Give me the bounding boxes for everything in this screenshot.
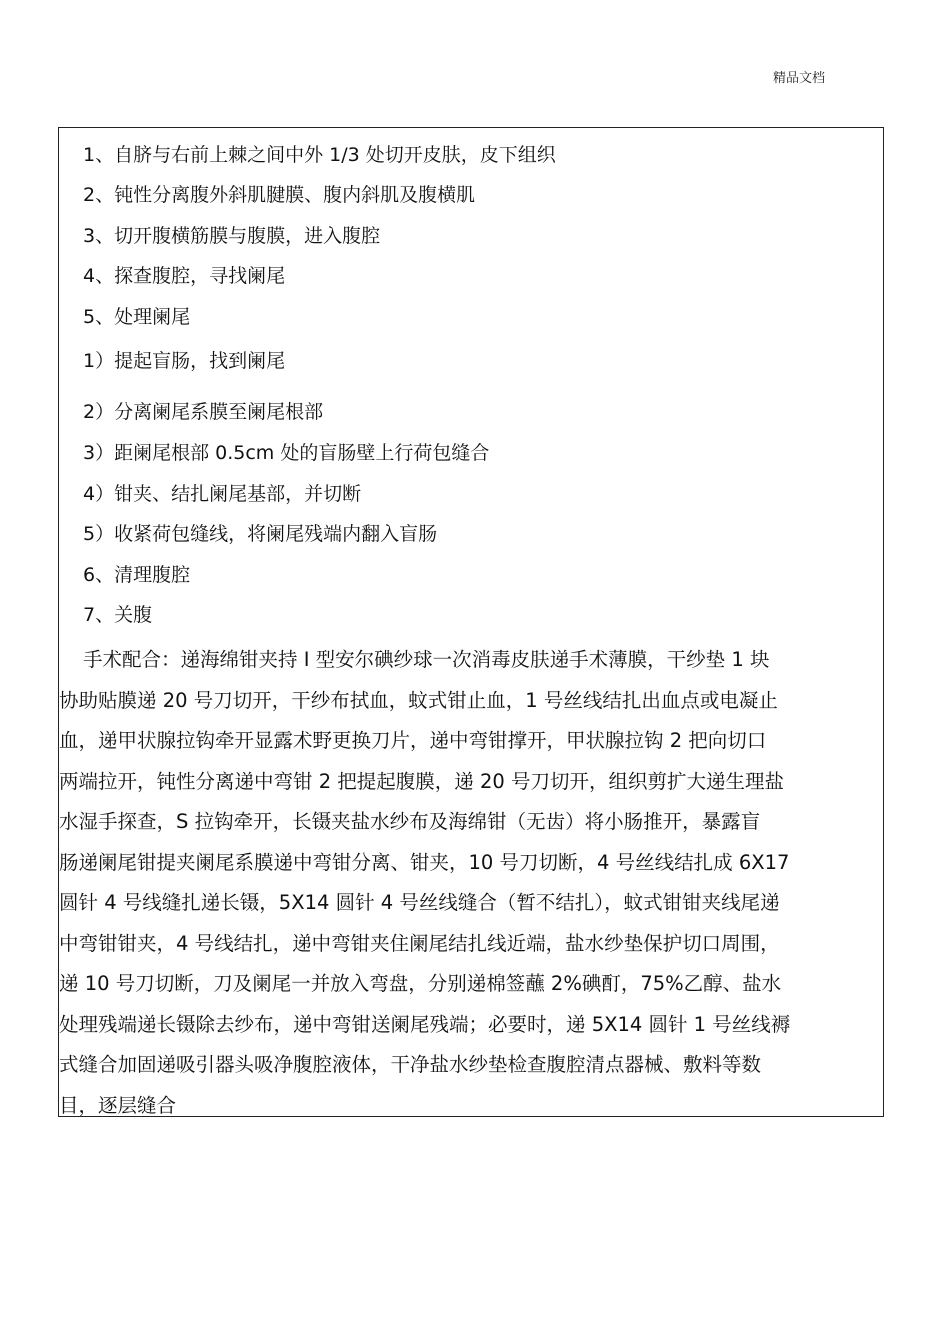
paragraph-line: 协助贴膜递 20 号刀切开，干纱布拭血，蚊式钳止血，1 号丝线结扎出血点或电凝止 bbox=[59, 688, 778, 712]
paragraph-line: 血，递甲状腺拉钩牵开显露术野更换刀片，递中弯钳撑开，甲状腺拉钩 2 把向切口 bbox=[59, 729, 767, 752]
surgical-cooperation-paragraph bbox=[59, 640, 885, 1126]
step-3: 3、切开腹横筋膜与腹膜，进入腹腔 bbox=[83, 225, 381, 247]
paragraph-line: 处理残端递长镊除去纱布，递中弯钳送阑尾残端；必要时，递 5X14 圆针 1 号丝线褥 bbox=[59, 1012, 791, 1036]
paragraph-line: 两端拉开，钝性分离递中弯钳 2 把提起腹膜，递 20 号刀切开，组织剪扩大递生理盐 bbox=[59, 769, 785, 793]
paragraph-line: 式缝合加固递吸引器头吸净腹腔液体，干净盐水纱垫检查腹腔清点器械、敷料等数 bbox=[59, 1053, 762, 1076]
paragraph-line: 递 10 号刀切断，刀及阑尾一并放入弯盘，分别递棉签蘸 2%碘酊，75%乙醇、盐水 bbox=[59, 972, 782, 995]
paragraph-line: 肠递阑尾钳提夹阑尾系膜递中弯钳分离、钳夹，10 号刀切断，4 号丝线结扎成 6X17 bbox=[59, 850, 790, 874]
step-1: 1、自脐与右前上棘之间中外 1/3 处切开皮肤，皮下组织 bbox=[83, 144, 556, 166]
watermark-text: 精品文档 bbox=[773, 71, 826, 86]
substep-2: 2）分离阑尾系膜至阑尾根部 bbox=[83, 401, 324, 423]
border-artifact bbox=[883, 333, 884, 385]
paragraph-line: 目，逐层缝合 bbox=[59, 1093, 177, 1117]
procedure-table-cell bbox=[58, 127, 884, 1117]
paragraph-line: 中弯钳钳夹，4 号线结扎，递中弯钳夹住阑尾结扎线近端，盐水纱垫保护切口周围， bbox=[59, 931, 780, 955]
paragraph-line: 水湿手探查，S 拉钩牵开，长镊夹盐水纱布及海绵钳（无齿）将小肠推开，暴露盲 bbox=[59, 810, 761, 833]
paragraph-line: 圆针 4 号线缝扎递长镊，5X14 圆针 4 号丝线缝合（暂不结扎），蚊式钳钳夹线尾递 bbox=[59, 891, 780, 914]
substep-5: 5）收紧荷包缝线，将阑尾残端内翻入盲肠 bbox=[83, 523, 438, 545]
step-2: 2、钝性分离腹外斜肌腱膜、腹内斜肌及腹横肌 bbox=[83, 184, 476, 206]
substep-3: 3）距阑尾根部 0.5cm 处的盲肠壁上行荷包缝合 bbox=[83, 442, 490, 464]
step-4: 4、探查腹腔，寻找阑尾 bbox=[83, 265, 286, 287]
step-7: 7、关腹 bbox=[83, 604, 153, 626]
substep-4: 4）钳夹、结扎阑尾基部，并切断 bbox=[83, 483, 362, 505]
step-6: 6、清理腹腔 bbox=[83, 564, 191, 586]
paragraph-line: 手术配合：递海绵钳夹持 I 型安尔碘纱球一次消毒皮肤递手术薄膜，干纱垫 1 块 bbox=[83, 648, 770, 671]
substep-1: 1）提起盲肠，找到阑尾 bbox=[83, 350, 286, 372]
step-5: 5、处理阑尾 bbox=[83, 306, 191, 328]
